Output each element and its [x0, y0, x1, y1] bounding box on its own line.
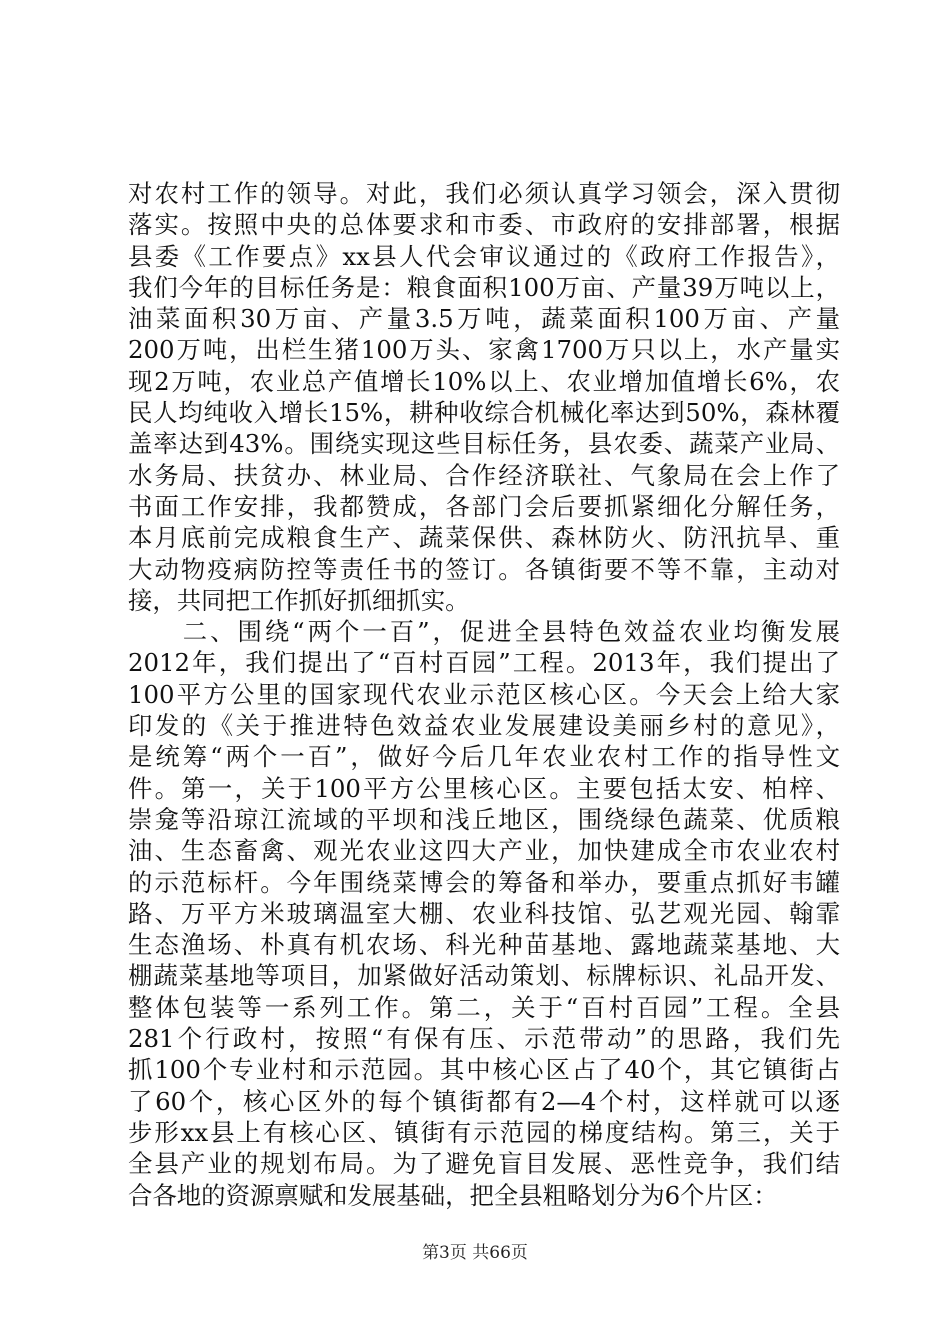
- body-line: 是统筹“两个一百”，做好今后几年农业农村工作的指导性文: [128, 742, 840, 772]
- body-line: 步形xx县上有核心区、镇街有示范园的梯度结构。第三，关于: [128, 1117, 840, 1147]
- body-line: 路、万平方米玻璃温室大棚、农业科技馆、弘艺观光园、翰霏: [128, 898, 840, 928]
- body-line: 现2万吨，农业总产值增长10%以上、农业增加值增长6%，农: [128, 366, 840, 396]
- body-line: 合各地的资源禀赋和发展基础，把全县粗略划分为6个片区：: [128, 1180, 778, 1210]
- body-line: 的示范标杆。今年围绕菜博会的筹备和举办，要重点抓好韦罐: [128, 867, 840, 897]
- body-line: 200万吨，出栏生猪100万头、家禽1700万只以上，水产量实: [128, 335, 840, 365]
- body-line: 书面工作安排，我都赞成，各部门会后要抓紧细化分解任务，: [128, 491, 840, 521]
- body-line: 281个行政村，按照“有保有压、示范带动”的思路，我们先: [128, 1024, 840, 1054]
- body-line: 盖率达到43%。围绕实现这些目标任务，县农委、蔬菜产业局、: [128, 429, 840, 459]
- body-line: 印发的《关于推进特色效益农业发展建设美丽乡村的意见》，: [128, 711, 840, 741]
- body-line: 油、生态畜禽、观光农业这四大产业，加快建成全市农业农村: [128, 836, 840, 866]
- body-line: 水务局、扶贫办、林业局、合作经济联社、气象局在会上作了: [128, 460, 840, 490]
- body-line: 接，共同把工作抓好抓细抓实。: [128, 585, 470, 615]
- body-line: 100平方公里的国家现代农业示范区核心区。今天会上给大家: [128, 679, 840, 709]
- body-line: 了60个，核心区外的每个镇街都有2—4个村，这样就可以逐: [128, 1086, 840, 1116]
- body-line: 县委《工作要点》xx县人代会审议通过的《政府工作报告》，: [128, 241, 840, 271]
- body-line: 2012年，我们提出了“百村百园”工程。2013年，我们提出了: [128, 648, 840, 678]
- body-line: 全县产业的规划布局。为了避免盲目发展、恶性竞争，我们结: [128, 1149, 840, 1179]
- body-line: 件。第一，关于100平方公里核心区。主要包括太安、柏梓、: [128, 773, 840, 803]
- page-footer-number: 第3页 共66页: [422, 1243, 528, 1263]
- body-line: 民人均纯收入增长15%，耕种收综合机械化率达到50%，森林覆: [128, 398, 840, 428]
- body-line: 我们今年的目标任务是：粮食面积100万亩、产量39万吨以上，: [128, 272, 840, 302]
- body-line: 棚蔬菜基地等项目，加紧做好活动策划、标牌标识、礼品开发、: [128, 961, 840, 991]
- body-line: 崇龛等沿琼江流域的平坝和浅丘地区，围绕绿色蔬菜、优质粮: [128, 804, 840, 834]
- body-line: 生态渔场、朴真有机农场、科光种苗基地、露地蔬菜基地、大: [128, 930, 840, 960]
- body-line: 本月底前完成粮食生产、蔬菜保供、森林防火、防汛抗旱、重: [128, 523, 840, 553]
- document-body-text: [128, 178, 840, 1211]
- body-line: 二、围绕“两个一百”，促进全县特色效益农业均衡发展: [128, 617, 840, 647]
- body-line: 落实。按照中央的总体要求和市委、市政府的安排部署，根据: [128, 210, 840, 240]
- body-line: 整体包装等一系列工作。第二，关于“百村百园”工程。全县: [128, 992, 840, 1022]
- body-line: 抓100个专业村和示范园。其中核心区占了40个，其它镇街占: [128, 1055, 840, 1085]
- body-line: 大动物疫病防控等责任书的签订。各镇街要不等不靠，主动对: [128, 554, 840, 584]
- body-line: 油菜面积30万亩、产量3.5万吨，蔬菜面积100万亩、产量: [128, 304, 840, 334]
- body-line: 对农村工作的领导。对此，我们必须认真学习领会，深入贯彻: [128, 179, 840, 208]
